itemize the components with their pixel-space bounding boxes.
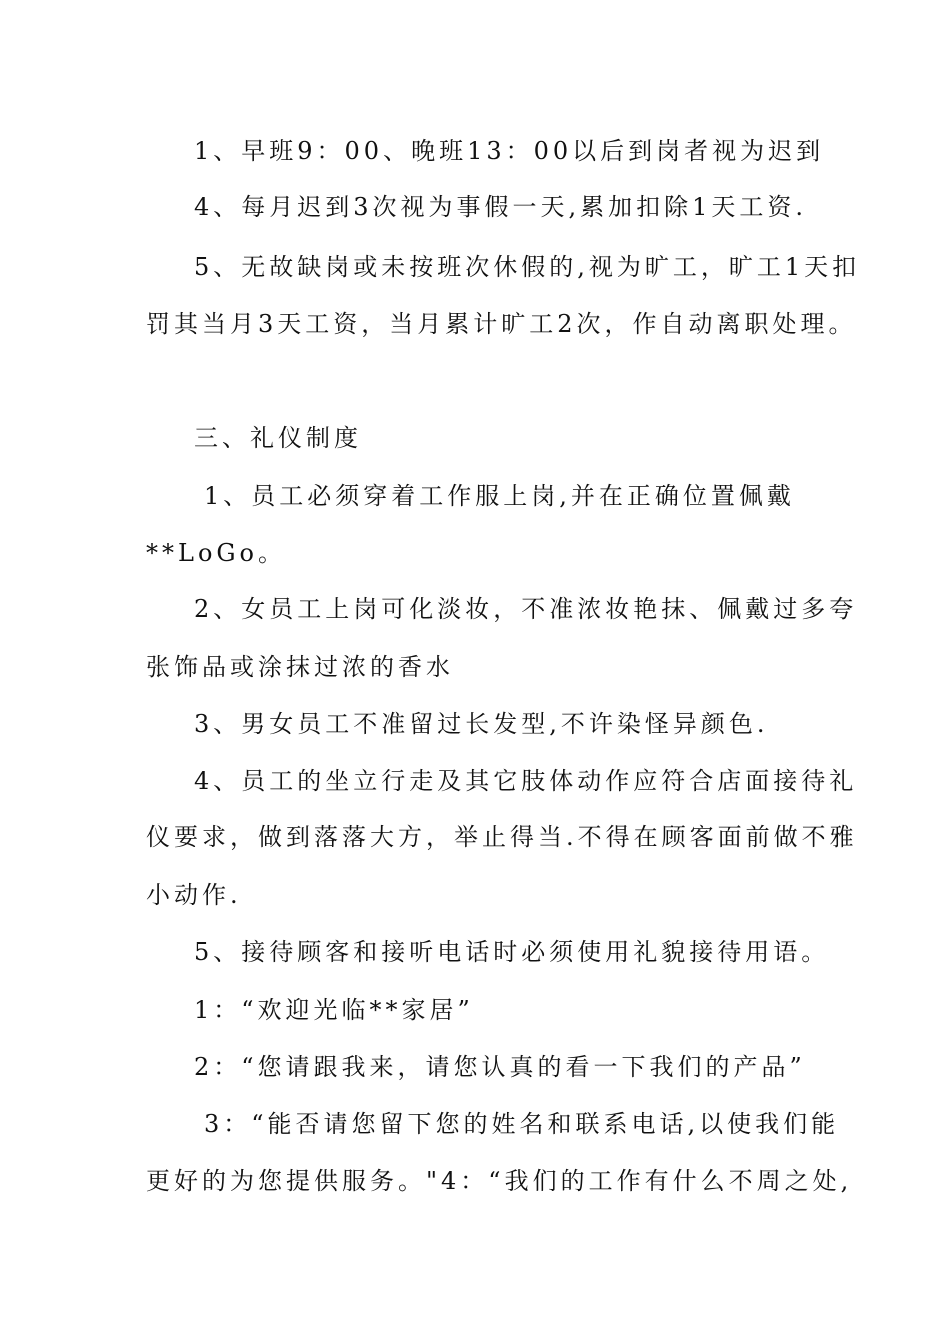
text-line: **LoGo。 xyxy=(146,539,287,567)
text-line: 3：“能否请您留下您的姓名和联系电话,以使我们能 xyxy=(204,1110,840,1138)
text-line: 1：“欢迎光临**家居” xyxy=(194,996,474,1024)
text-line: 5、无故缺岗或未按班次休假的,视为旷工，旷工1天扣 xyxy=(194,253,861,281)
section-heading: 三、礼仪制度 xyxy=(194,424,362,452)
text-line: 罚其当月3天工资，当月累计旷工2次，作自动离职处理。 xyxy=(146,310,857,338)
text-line: 1、员工必须穿着工作服上岗,并在正确位置佩戴 xyxy=(204,482,795,510)
text-line: 1、早班9：00、晚班13：00以后到岗者视为迟到 xyxy=(194,137,825,165)
text-line: 更好的为您提供服务。"4：“我们的工作有什么不周之处, xyxy=(146,1167,853,1195)
text-line: 2：“您请跟我来，请您认真的看一下我们的产品” xyxy=(194,1053,806,1081)
text-line: 2、女员工上岗可化淡妆，不准浓妆艳抹、佩戴过多夸 xyxy=(194,595,858,623)
text-line: 5、接待顾客和接听电话时必须使用礼貌接待用语。 xyxy=(194,938,830,966)
text-line: 4、每月迟到3次视为事假一天,累加扣除1天工资. xyxy=(194,193,808,221)
text-line: 仪要求，做到落落大方，举止得当.不得在顾客面前做不雅 xyxy=(146,823,858,851)
text-line: 张饰品或涂抹过浓的香水 xyxy=(146,653,454,681)
text-line: 小动作. xyxy=(146,881,242,909)
text-line: 4、员工的坐立行走及其它肢体动作应符合店面接待礼 xyxy=(194,767,858,795)
text-line: 3、男女员工不准留过长发型,不许染怪异颜色. xyxy=(194,710,769,738)
